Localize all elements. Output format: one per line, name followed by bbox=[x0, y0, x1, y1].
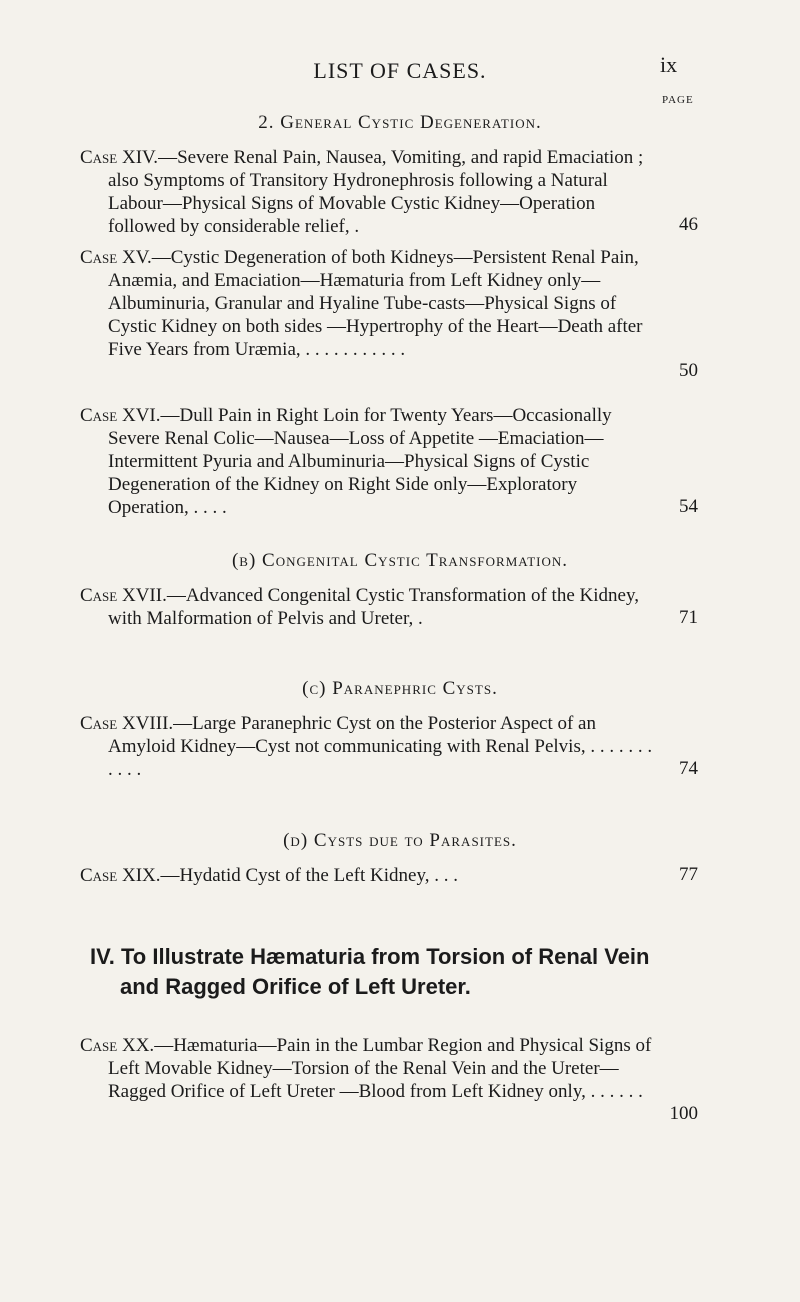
running-title: LIST OF CASES. bbox=[313, 58, 487, 83]
case-page-ref: 46 bbox=[679, 214, 698, 235]
case-entry-xx bbox=[80, 1034, 653, 1103]
case-description: —Cystic Degeneration of both Kidneys—Persistent Renal Pain, Anæmia, and Emaciation—Hæmaturia from Left Kidney only—Albuminuria, Granular and Hyaline Tube-casts—Physical Signs of Cystic Kidney on both sides —Hypertrophy of the Heart—Death after Five Years from Uræmia, . . . . . . . . . . . bbox=[108, 247, 643, 360]
page-number: ix bbox=[660, 52, 678, 77]
part-heading bbox=[90, 942, 710, 1002]
section-heading-paranephric: (c) Paranephric Cysts. bbox=[302, 678, 498, 699]
case-description: —Dull Pain in Right Loin for Twenty Years—Occasionally Severe Renal Colic—Nausea—Loss of Appetite —Emaciation—Intermittent Pyuria and Albuminuria—Physical Signs of Cystic Degeneration of the Kidney on Right Side only—Exploratory Operation, . . . . bbox=[108, 405, 612, 518]
part-heading-line-1: IV. To Illustrate Hæmaturia from Torsion of Renal Vein bbox=[90, 944, 650, 969]
case-description: —Advanced Congenital Cystic Transformation of the Kidney, with Malformation of Pelvis and Ureter, . bbox=[108, 585, 639, 629]
case-label: Case XV. bbox=[80, 247, 152, 268]
case-page-ref: 50 bbox=[679, 360, 698, 381]
case-label: Case XVIII. bbox=[80, 713, 174, 734]
case-entry-xvi bbox=[80, 404, 653, 519]
case-page-ref: 74 bbox=[679, 758, 698, 779]
case-page-ref: 71 bbox=[679, 607, 698, 628]
case-entry-xiv bbox=[80, 146, 653, 238]
case-label: Case XVI. bbox=[80, 405, 161, 426]
case-description: —Hydatid Cyst of the Left Kidney, . . . bbox=[160, 865, 458, 886]
case-description: —Severe Renal Pain, Nausea, Vomiting, and rapid Emaciation ; also Symptoms of Transitory Hydronephrosis following a Natural Labour—Physical Signs of Movable Cystic Kidney—Operation followed by considerable relief, . bbox=[108, 147, 644, 237]
part-heading-line-2: and Ragged Orifice of Left Ureter. bbox=[120, 974, 471, 999]
case-page-ref: 100 bbox=[669, 1103, 698, 1124]
case-entry-xviii bbox=[80, 712, 653, 781]
page-column-label: PAGE bbox=[662, 94, 694, 106]
section-heading-parasites: (d) Cysts due to Parasites. bbox=[283, 830, 517, 851]
case-label: Case XVII. bbox=[80, 585, 167, 606]
case-label: Case XIX. bbox=[80, 865, 161, 886]
case-page-ref: 54 bbox=[679, 496, 698, 517]
case-label: Case XX. bbox=[80, 1035, 155, 1056]
section-heading-general-cystic: 2. General Cystic Degeneration. bbox=[258, 112, 542, 133]
section-heading-congenital: (b) Congenital Cystic Transformation. bbox=[231, 550, 569, 571]
case-description: —Hæmaturia—Pain in the Lumbar Region and Physical Signs of Left Movable Kidney—Torsion of the Renal Vein and the Ureter—Ragged Orifice of Left Ureter —Blood from Left Kidney only, . . . . . . bbox=[108, 1035, 652, 1102]
case-page-ref: 77 bbox=[679, 864, 698, 885]
case-entry-xvii bbox=[80, 584, 653, 630]
case-entry-xv bbox=[80, 246, 653, 361]
case-entry-xix bbox=[80, 864, 653, 887]
case-description: —Large Paranephric Cyst on the Posterior Aspect of an Amyloid Kidney—Cyst not communicating with Renal Pelvis, . . . . . . . . . . . bbox=[108, 713, 653, 780]
case-label: Case XIV. bbox=[80, 147, 159, 168]
